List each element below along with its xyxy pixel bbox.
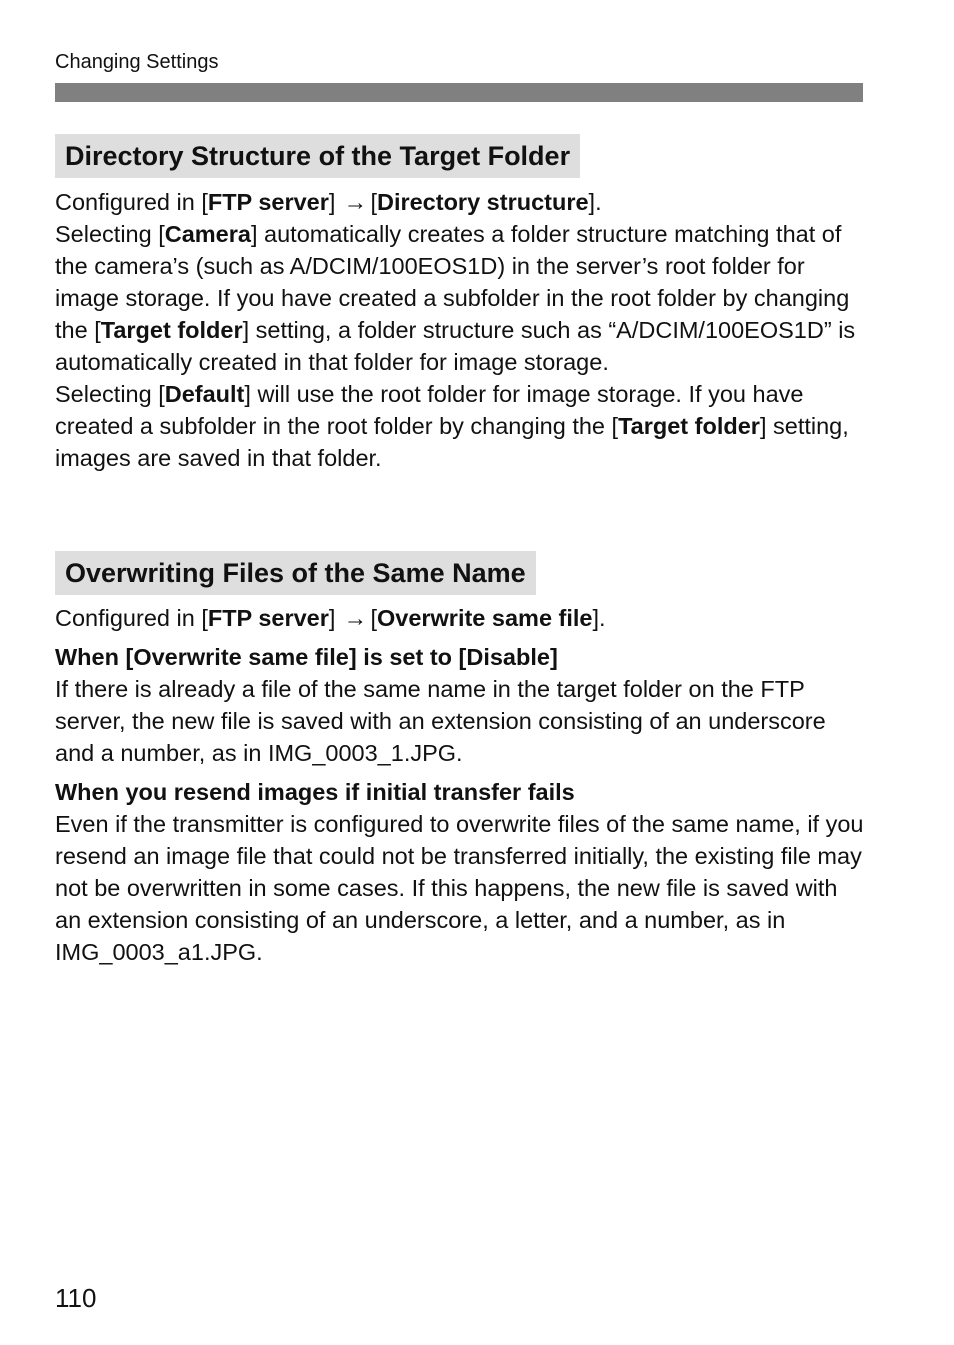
text: ] setting, images are saved in that folder. (55, 413, 849, 471)
section-body-overwriting-files (55, 602, 865, 968)
subheading-disable: When [Overwrite same file] is set to [Disable] (55, 644, 558, 670)
paragraph-default (55, 378, 865, 474)
header-rule (55, 83, 863, 102)
text: Selecting [ (55, 221, 165, 247)
config-item: Directory structure (376, 189, 589, 215)
config-bracket: [ (370, 189, 377, 215)
config-menu: FTP server (207, 605, 329, 631)
config-prefix: Configured in [ (55, 189, 208, 215)
text: Selecting [ (55, 381, 165, 407)
config-item: Overwrite same file (376, 605, 593, 631)
config-line (55, 186, 865, 218)
paragraph-disable: If there is already a file of the same name in the target folder on the FTP server, the new file is saved with an extension consisting of an underscore and a number, as in IMG_0003_1.JPG. (55, 676, 826, 766)
config-line (55, 602, 865, 634)
config-bracket: [ (370, 605, 377, 631)
section-body-directory-structure (55, 186, 865, 474)
config-prefix: Configured in [ (55, 605, 208, 631)
config-menu: FTP server (207, 189, 329, 215)
text: ] setting, a folder structure such as “A/DCIM/100EOS1D” is automatically created in that folder for image storage. (55, 317, 856, 375)
arrow-right-icon: → (343, 189, 367, 215)
config-bracket: ] (328, 605, 336, 631)
paragraph-resend: Even if the transmitter is configured to overwrite files of the same name, if you resend an image file that could not be transferred initially, the existing file may not be overwritten in some cases. If this happens, the new file is saved with an extension consisting of an underscore, a letter, and a number, as in IMG_0003_a1.JPG. (55, 811, 864, 965)
arrow-right-icon: → (343, 605, 367, 631)
text: ] automatically creates a folder structure matching that of the camera’s (such as A/DCIM/100EOS1D) in the server’s root folder for image storage. If you have created a subfolder in the root folder by changing the [ (55, 221, 850, 343)
option-default: Default (164, 381, 245, 407)
config-suffix: ]. (588, 189, 602, 215)
option-camera: Camera (164, 221, 251, 247)
paragraph-camera (55, 218, 865, 378)
page-number: 110 (55, 1283, 97, 1313)
config-bracket: ] (328, 189, 336, 215)
option-target-folder: Target folder (100, 317, 243, 343)
subheading-resend: When you resend images if initial transfer fails (55, 779, 575, 805)
section-heading-directory-structure: Directory Structure of the Target Folder (55, 134, 580, 178)
text: ] will use the root folder for image storage. If you have created a subfolder in the root folder by changing the [ (55, 381, 804, 439)
running-header: Changing Settings (55, 51, 219, 73)
option-target-folder: Target folder (618, 413, 760, 439)
config-suffix: ]. (592, 605, 606, 631)
section-heading-overwriting-files: Overwriting Files of the Same Name (55, 551, 536, 595)
